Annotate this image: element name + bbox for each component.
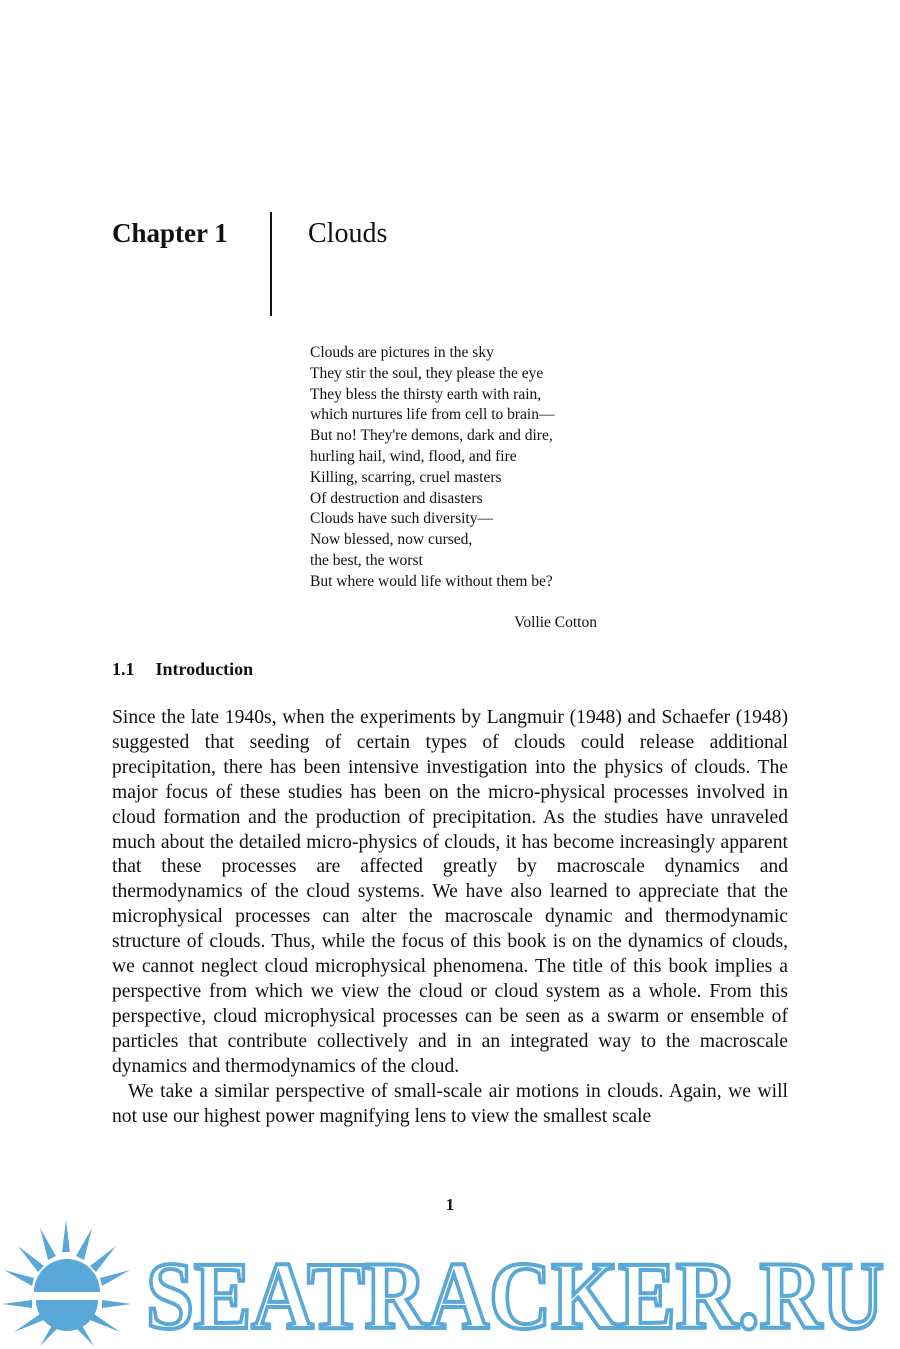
section-title: Introduction — [155, 659, 254, 679]
body-text — [112, 706, 788, 1129]
paragraph: We take a similar perspective of small-scale air motions in clouds. Again, we will not use our highest power magnifying lens to view the smallest scale — [112, 1080, 788, 1127]
chapter-divider — [270, 212, 272, 316]
watermark-text: SEATRACKER.RU — [146, 1242, 884, 1349]
page-number: 1 — [445, 1195, 455, 1214]
watermark — [0, 1210, 900, 1349]
epigraph-line: But where would life without them be? — [310, 572, 553, 590]
epigraph-line: Of destruction and disasters — [310, 489, 483, 507]
epigraph-line: But no! They're demons, dark and dire, — [310, 427, 553, 445]
epigraph-line: the best, the worst — [310, 551, 423, 569]
epigraph-line: Clouds are pictures in the sky — [310, 344, 494, 361]
watermark-graphic — [0, 1210, 900, 1349]
paragraph: Since the late 1940s, when the experiments by Langmuir (1948) and Schaefer (1948) suggested that seeding of certain types of clouds could release additional precipitation, there has been intensive investigation into the physics of clouds. The major focus of these studies has been on the micro-physical processes involved in cloud formation and the production of precipitation. As the studies have unraveled much about the detailed micro-physics of clouds, it has become increasingly apparent that these processes are affected greatly by macroscale dynamics and thermodynamics of the cloud systems. We have also learned to appreciate that the microphysical processes can alter the macroscale dynamic and thermodynamic structure of clouds. Thus, while the focus of this book is on the dynamics of clouds, we cannot neglect cloud microphysical phenomena. The title of this book implies a perspective from which we view the cloud or cloud system as a whole. From this perspective, cloud microphysical processes can be seen as a swarm or ensemble of particles that contribute collectively and in an integrated way to the macroscale dynamics and thermodynamics of the cloud. — [112, 707, 788, 1077]
epigraph-line: which nurtures life from cell to brain— — [310, 406, 555, 424]
epigraph-line: Now blessed, now cursed, — [310, 531, 473, 549]
epigraph-line: Clouds have such diversity— — [310, 510, 493, 528]
epigraph-author: Vollie Cotton — [514, 614, 597, 631]
sun-logo-icon — [2, 1220, 132, 1346]
chapter-label: Chapter 1 — [112, 218, 228, 248]
epigraph — [310, 343, 610, 593]
epigraph-line: hurling hail, wind, flood, and fire — [310, 447, 517, 465]
epigraph-line: They bless the thirsty earth with rain, — [310, 385, 542, 403]
epigraph-line: Killing, scarring, cruel masters — [310, 468, 502, 486]
epigraph-line: They stir the soul, they please the eye — [310, 364, 544, 382]
section-heading — [112, 659, 253, 680]
chapter-title: Clouds — [308, 218, 388, 249]
section-number: 1.1 — [112, 659, 135, 679]
